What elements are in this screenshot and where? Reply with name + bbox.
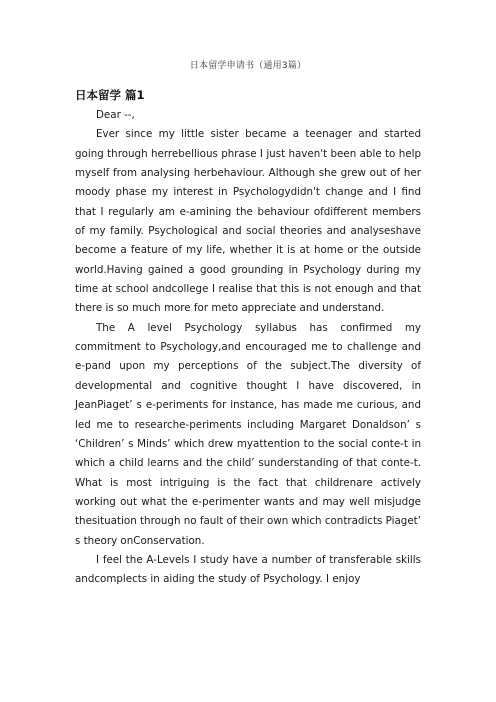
paragraph-1: Ever since my little sister became a teenager and started going through herrebellious phrase I just haven't been able to help myself from analysing herbehaviour. Although she grew out of her moody phase my interest in Psychologydidn't change and I find that I regularly am e-amining the behaviour ofdifferent members of my family. Psychological and social theories and analyseshave become a feature of my life, whether it is at home or the outside world.Having gained a good grounding in Psychology during my time at school andcollege I realise that this is not enough and that there is so much more for meto appreciate and understand. bbox=[75, 128, 421, 315]
paragraph-salutation: Dear --, bbox=[96, 109, 135, 121]
paragraph-2: The A level Psychology syllabus has confirmed my commitment to Psychology,and encouraged me to challenge and e-pand upon my perceptions of the subject.The diversity of developmental and cognitive thought I have discovered, in JeanPiaget’ s e-periments for instance, has made me curious, and led me to researche-periments including Margaret Donaldson’ s ‘Children’ s Minds’ which drew myattention to the social conte-t in which a child learns and the child’ sunderstanding of that conte-t. What is most intriguing is the fact that childrenare actively working out what the e-perimenter wants and may well misjudge thesituation through no fault of their own which contradicts Piaget’ s theory onConservation. bbox=[75, 321, 421, 547]
paragraph-3: I feel the A-Levels I study have a number of transferable skills andcomplects in aiding the study of Psychology. I enjoy bbox=[75, 553, 421, 586]
document-body bbox=[75, 106, 421, 590]
page-header-title: 日本留学申请书（通用3篇） bbox=[189, 61, 307, 71]
section-heading: 日本留学 篇1 bbox=[75, 88, 145, 102]
